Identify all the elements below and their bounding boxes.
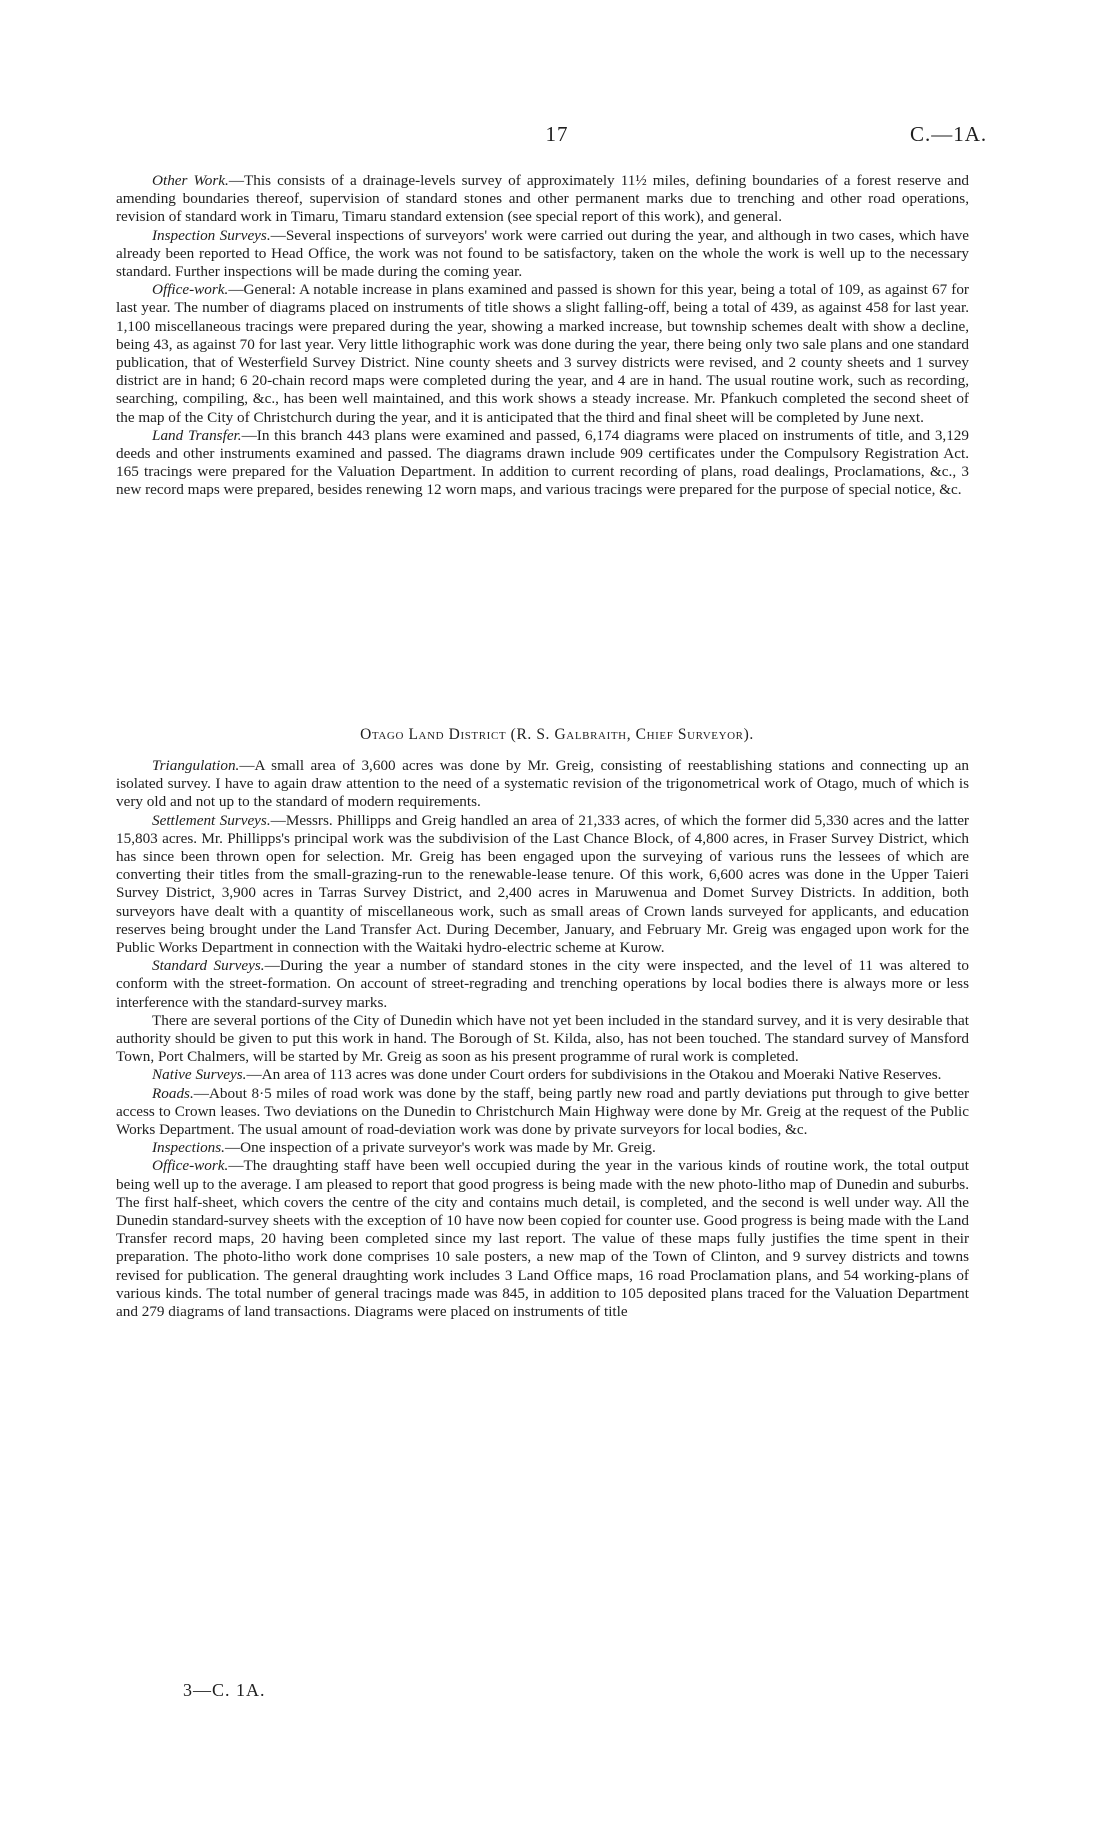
paragraph-inspections [116, 1139, 969, 1157]
section-body: —General: A notable increase in plans examined and passed is shown for this year, being a total of 109, as against 67 for last year. The number of diagrams placed on instruments of title shows a slight falling-off, being a total of 439, as against 458 for last year. 1,100 miscellaneous tracings were prepared during the year, showing a marked increase, but township schemes dealt with show a decline, being 43, as against 70 for last year. Very little lithographic work was done during the year, there being only two sale plans and one standard publication, that of Westerfield Survey District. Nine county sheets and 3 survey districts were revised, and 2 county sheets and 1 survey district are in hand; 6 20-chain record maps were completed during the year, and 4 are in hand. The usual routine work, such as recording, searching, compiling, &c., has been well maintained, and this work shows a steady increase. Mr. Pfankuch completed the second sheet of the map of the City of Christchurch during the year, and it is anticipated that the third and final sheet will be completed by June next. [116, 281, 969, 426]
section-heading: Office-work. [152, 1157, 229, 1175]
paragraph-standard-surveys [116, 957, 969, 1012]
section-heading: Roads. [152, 1084, 194, 1102]
otago-report-text [116, 757, 969, 1321]
paragraph-standard-surveys-continued [116, 1012, 969, 1067]
paragraph-roads [116, 1085, 969, 1140]
document-reference: C.—1A. [910, 122, 988, 146]
section-body: —One inspection of a private surveyor's work was made by Mr. Greig. [224, 1139, 656, 1157]
paragraph-settlement-surveys [116, 812, 969, 958]
section-heading: Office-work. [152, 281, 229, 299]
otago-district-heading: Otago Land District (R. S. Galbraith, Chief Surveyor). [360, 726, 754, 743]
section-heading: Triangulation. [152, 757, 240, 774]
section-body: —A small area of 3,600 acres was done by Mr. Greig, consisting of reestablishing stations and connecting up an isolated survey. I have to again draw attention to the need of a systematic revision of the trigonometrical work of Otago, much of which is very old and not up to the standard of modern requirements. [116, 757, 969, 811]
section-heading: Settlement Surveys. [152, 811, 271, 829]
paragraph-native-surveys [116, 1066, 969, 1084]
printer-signature: 3—C. 1A. [183, 1680, 266, 1700]
paragraph-office-work [116, 281, 969, 427]
section-body: —About 8·5 miles of road work was done by the staff, being partly new road and partly deviations put through to give better access to Crown leases. Two deviations on the Dunedin to Christchurch Main Highway were done by Mr. Greig at the request of the Public Works Department. The usual amount of road-deviation work was done by private surveyors for local bodies, &c. [116, 1084, 969, 1139]
section-body: —Several inspections of surveyors' work were carried out during the year, and although in two cases, which have already been reported to Head Office, the work was not found to be satisfactory, taken on the whole the work is well up to the necessary standard. Further inspections will be made during the coming year. [116, 226, 970, 281]
paragraph-inspection-surveys [116, 227, 969, 282]
paragraph-land-transfer [116, 427, 969, 500]
section-heading: Native Surveys. [152, 1066, 247, 1084]
section-heading: Inspections. [152, 1139, 225, 1157]
section-body: —Messrs. Phillipps and Greig handled an area of 21,333 acres, of which the former did 5,330 acres and the latter 15,803 acres. Mr. Phillipps's principal work was the subdivision of the Last Chance Block, of 4,800 acres, in Fraser Survey District, which has since been thrown open for selection. Mr. Greig has been engaged upon the surveying of various runs the lessees of which are converting their titles from the small-grazing-run to the renewable-lease tenure. Of this work, 6,600 acres was done in the Upper Taieri Survey District, 3,900 acres in Tarras Survey District, and 2,400 acres in Maruwenua and Domet Survey Districts. In addition, both surveyors have dealt with a quantity of miscellaneous work, such as small areas of Crown lands surveyed for applicants, and education reserves being brought under the Land Transfer Act. During December, January, and February Mr. Greig was engaged upon work for the Public Works Department in connection with the Waitaki hydro-electric scheme at Kurow. [116, 811, 969, 957]
paragraph-other-work [116, 172, 969, 227]
section-body: —This consists of a drainage-levels survey of approximately 11½ miles, defining boundaries of a forest reserve and amending boundaries thereof, supervision of standard stones and other permanent marks due to trenching and other road operations, revision of standard work in Timaru, Timaru standard extension (see special report of this work), and general. [116, 172, 970, 226]
section-body: —During the year a number of standard stones in the city were inspected, and the level of 11 was altered to conform with the street-formation. On account of street-regrading and trenching operations by local bodies there is always more or less interference with the standard-survey marks. [116, 957, 969, 1011]
canterbury-report-text [116, 172, 969, 500]
page-number: 17 [545, 122, 569, 146]
section-body: —The draughting staff have been well occupied during the year in the various kinds of routine work, the total output being well up to the average. I am pleased to report that good progress is being made with the new photo-litho map of Dunedin and suburbs. The first half-sheet, which covers the centre of the city and contains much detail, is completed, and the second is well under way. All the Dunedin standard-survey sheets with the exception of 10 have now been copied for counter use. Good progress is being made with the Land Transfer record maps, 20 having been completed since my last report. The value of these maps fully justifies the time spent in their preparation. The photo-litho work done comprises 10 sale posters, a new map of the Town of Clinton, and 9 survey districts and towns revised for publication. The general draughting work includes 3 Land Office maps, 16 road Proclamation plans, and 54 working-plans of various kinds. The total number of general tracings made was 845, in addition to 105 deposited plans traced for the Valuation Department and 279 diagrams of land transactions. Diagrams were placed on instruments of title [116, 1157, 969, 1321]
section-heading: Other Work. [152, 172, 229, 189]
paragraph-triangulation [116, 757, 969, 812]
paragraph-office-work [116, 1157, 969, 1321]
section-heading: Land Transfer. [152, 426, 242, 444]
section-heading: Standard Surveys. [152, 957, 265, 975]
section-body: —In this branch 443 plans were examined and passed, 6,174 diagrams were placed on instruments of title, and 3,129 deeds and other instruments examined and passed. The diagrams drawn include 909 certificates under the Compulsory Registration Act. 165 tracings were prepared for the Valuation Department. In addition to current recording of plans, road dealings, Proclamations, &c., 3 new record maps were prepared, besides renewing 12 worn maps, and various tracings were prepared for the purpose of special notice, &c. [116, 426, 969, 499]
section-heading: Inspection Surveys. [152, 226, 271, 244]
section-body: —An area of 113 acres was done under Court orders for subdivisions in the Otakou and Moeraki Native Reserves. [246, 1066, 942, 1084]
section-body: There are several portions of the City of Dunedin which have not yet been included in the standard survey, and it is very desirable that authority should be given to put this work in hand. The Borough of St. Kilda, also, has not been touched. The standard survey of Mansford Town, Port Chalmers, will be started by Mr. Greig as soon as his present programme of rural work is completed. [116, 1011, 969, 1066]
